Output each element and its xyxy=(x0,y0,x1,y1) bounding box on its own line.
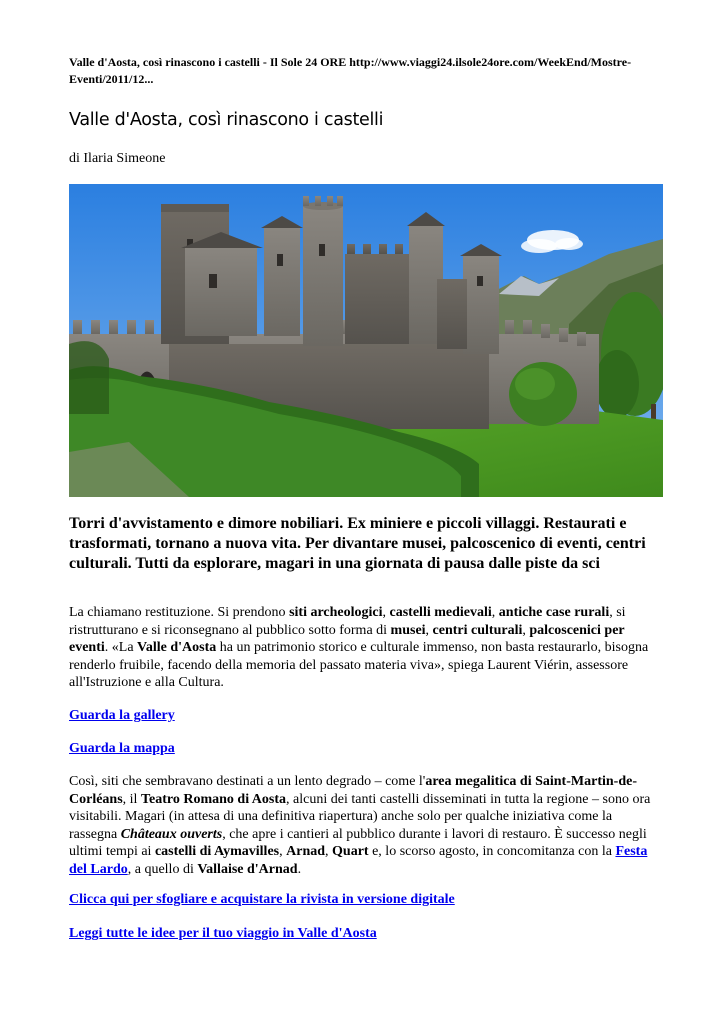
paragraph-2 xyxy=(69,773,659,879)
p1-bold-1: siti archeologici xyxy=(289,605,383,620)
header-line-1: Valle d'Aosta, così rinascono i castelli - Il Sole 24 ORE http://www.viaggi24.ilsole24ore.com/WeekEnd/Mostre- xyxy=(69,55,632,69)
article-title: Valle d'Aosta, così rinascono i castelli xyxy=(69,110,384,130)
p2-text-1: Così, siti che sembravano destinati a un lento degrado – come l' xyxy=(69,774,426,789)
p2-text-3: , alcuni dei tanti castelli disseminati in tutta la regione – sono ora visitabili. Magari (in attesa di una definitiva riapertura) anche solo per qualche iniziativa come la rassegna xyxy=(69,791,651,842)
festa-del-lardo-link[interactable]: Festa del Lardo xyxy=(69,844,648,877)
p1-bold-4: musei xyxy=(390,622,426,638)
p1-text-5: , xyxy=(425,622,433,638)
p1-bold-7: Valle d'Aosta xyxy=(137,640,217,656)
p1-text-7: . «La xyxy=(104,640,138,656)
p2-bold-italic-1: Châteaux ouverts xyxy=(120,826,223,842)
header-line-2: Eventi/2011/12... xyxy=(69,72,154,86)
travel-ideas-link[interactable]: Leggi tutte le idee per il tuo viaggio in Valle d'Aosta xyxy=(69,926,377,941)
map-link[interactable]: Guarda la mappa xyxy=(69,741,175,756)
article-byline: di Ilaria Simeone xyxy=(69,151,166,166)
p2-bold-3: castelli di Aymavilles xyxy=(154,844,280,860)
p2-bold-6: Vallaise d'Arnad xyxy=(197,861,298,877)
article-subhead: Torri d'avvistamento e dimore nobiliari. Ex miniere e piccoli villaggi. Restaurati e trasformati, tornano a nuova vita. Per divantare musei, palcoscenico di eventi, centri culturali. Tutti da esplorare, magari in una giornata di pausa dalle piste da sci xyxy=(69,515,646,572)
p2-bold-4: Arnad xyxy=(286,844,326,860)
p1-bold-2: castelli medievali xyxy=(389,605,492,620)
p2-text-5: , xyxy=(279,844,287,860)
paragraph-1 xyxy=(69,604,659,692)
magazine-link[interactable]: Clicca qui per sfogliare e acquistare la rivista in versione digitale xyxy=(69,892,455,907)
p2-bold-5: Quart xyxy=(332,844,369,860)
p2-text-7: e, lo scorso agosto, in concomitanza con la xyxy=(368,844,616,860)
p2-text-9: . xyxy=(297,861,302,877)
p1-text-3: , xyxy=(491,605,499,620)
p2-text-4: , che apre i cantieri al pubblico durante i lavori di restauro. È successo negli ultimi tempi ai xyxy=(69,826,647,860)
p2-bold-1: area megalitica di Saint-Martin-de-Corléans xyxy=(69,774,637,807)
p2-bold-2: Teatro Romano di Aosta xyxy=(140,791,287,807)
p2-text-2: , il xyxy=(122,791,141,807)
page-header xyxy=(69,54,661,88)
p1-text-4: , si ristrutturano e si riconsegnano al pubblico sotto forma di xyxy=(69,605,626,638)
p2-text-8: , a quello di xyxy=(127,861,198,877)
p1-text-8: ha un patrimonio storico e culturale immenso, non basta restaurarlo, bisogna renderlo fruibile, facendo della memoria del passato materia viva», spiega Laurent Viérin, assessore all'Istruzione e alla Cultura. xyxy=(69,640,649,691)
p2-text-6: , xyxy=(325,844,333,860)
gallery-link[interactable]: Guarda la gallery xyxy=(69,708,175,723)
p1-bold-3: antiche case rurali xyxy=(498,605,610,620)
castle-photo xyxy=(69,184,663,497)
p1-bold-6: palcoscenici per eventi xyxy=(69,622,625,656)
p1-text-6: , xyxy=(522,622,530,638)
p1-bold-5: centri culturali xyxy=(432,622,523,638)
p1-text-2: , xyxy=(382,605,390,620)
p1-text-1: La chiamano restituzione. Si prendono xyxy=(69,605,290,620)
